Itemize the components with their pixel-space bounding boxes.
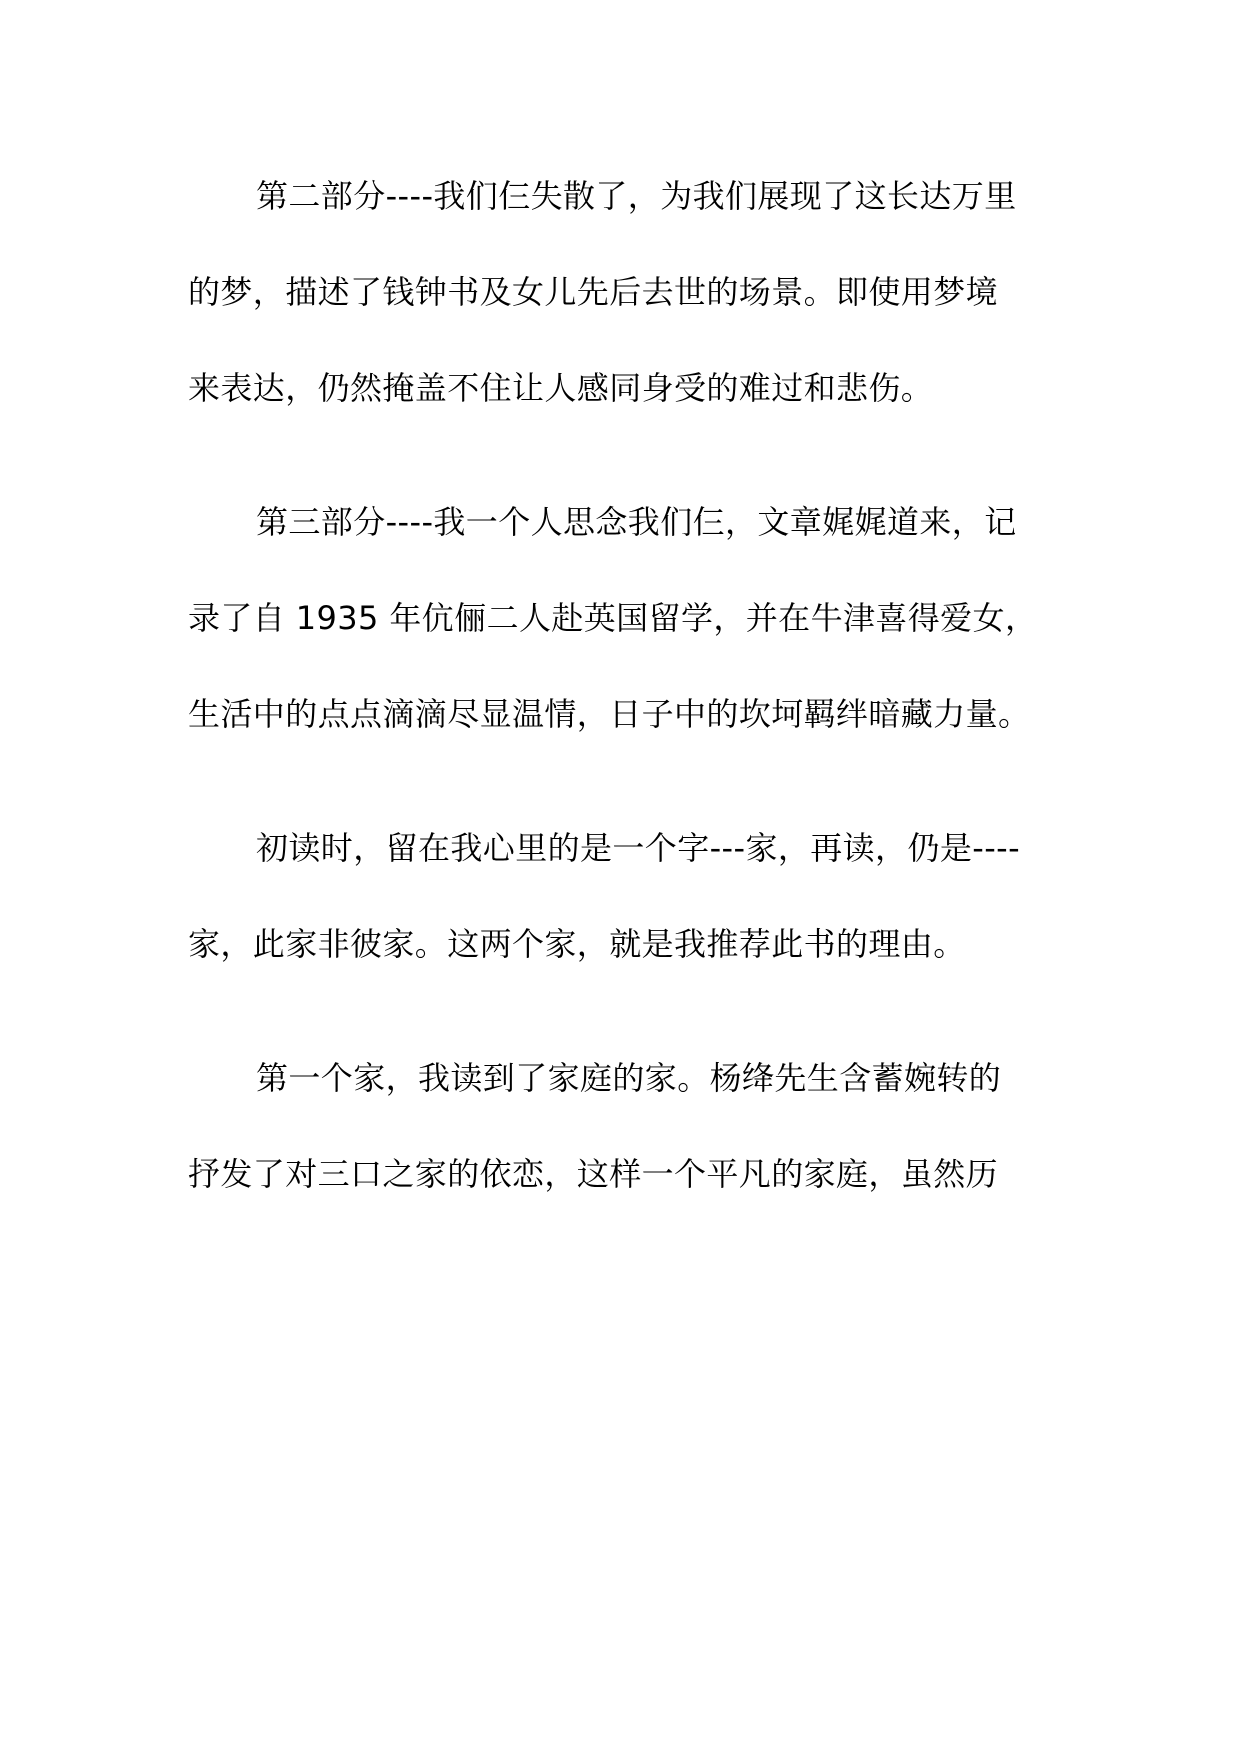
text-line: 录了自 1935 年伉俪二人赴英国留学，并在牛津喜得爱女， bbox=[188, 599, 1038, 637]
text-line: 第二部分----我们仨失散了，为我们展现了这长达万里 bbox=[256, 177, 1017, 215]
text-line: 家，此家非彼家。这两个家，就是我推荐此书的理由。 bbox=[188, 925, 966, 963]
text-line: 生活中的点点滴滴尽显温情，日子中的坎坷羁绊暗藏力量。 bbox=[188, 695, 1031, 733]
text-line: 的梦，描述了钱钟书及女儿先后去世的场景。即使用梦境 bbox=[188, 273, 999, 311]
text-line: 第三部分----我一个人思念我们仨，文章娓娓道来，记 bbox=[256, 503, 1017, 541]
text-line: 抒发了对三口之家的依恋，这样一个平凡的家庭，虽然历 bbox=[188, 1155, 999, 1193]
text-line: 来表达，仍然掩盖不住让人感同身受的难过和悲伤。 bbox=[188, 369, 934, 407]
text-line: 初读时，留在我心里的是一个字---家，再读，仍是---- bbox=[256, 829, 1021, 867]
text-line: 第一个家，我读到了家庭的家。杨绛先生含蓄婉转的 bbox=[256, 1059, 1002, 1097]
